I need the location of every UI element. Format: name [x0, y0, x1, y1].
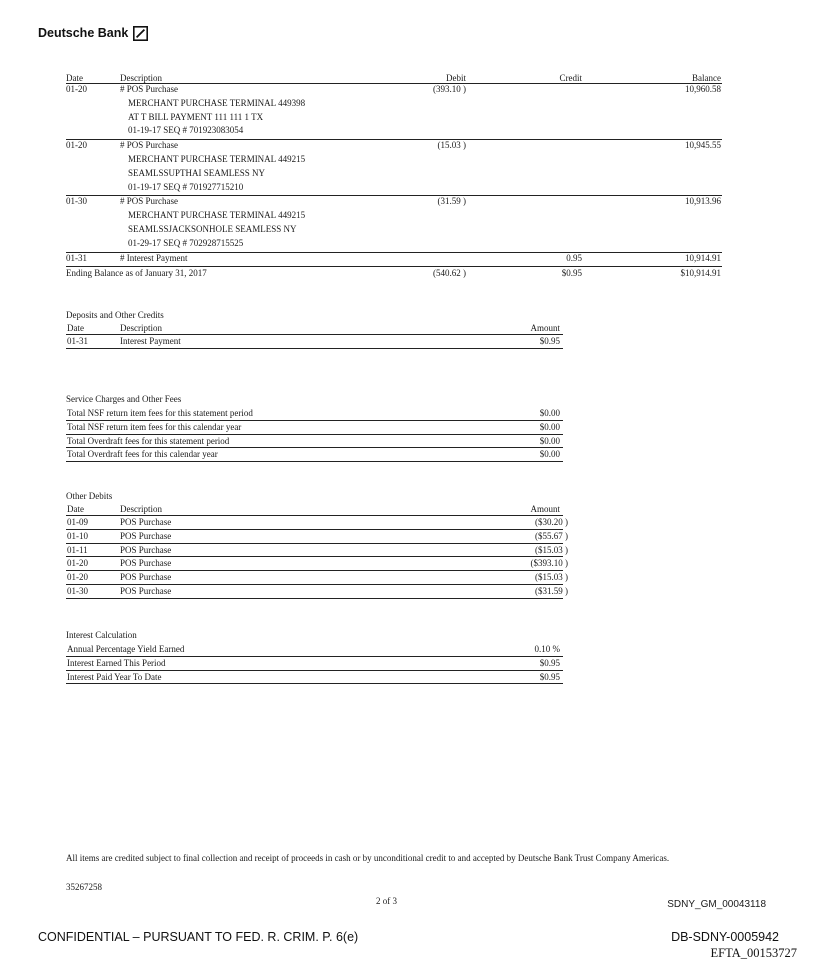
- debit-amount: ($15.03 ): [535, 572, 568, 583]
- debit-date: 01-09: [67, 517, 88, 527]
- efta-number: EFTA_00153727: [710, 946, 797, 960]
- page-number: 2 of 3: [376, 896, 397, 906]
- fee-label: Total NSF return item fees for this calendar year: [67, 421, 242, 432]
- debit-description: POS Purchase: [120, 558, 172, 569]
- debit-amount: ($55.67 ): [535, 530, 568, 541]
- tx-description: # POS Purchase: [120, 84, 178, 94]
- tx-detail: MERCHANT PURCHASE TERMINAL 449215: [128, 210, 306, 221]
- ending-balance: $10,914.91: [680, 268, 721, 279]
- fee-amount: $0.00: [539, 421, 560, 432]
- deposit-amount: $0.95: [539, 336, 560, 346]
- fee-label: Total Overdraft fees for this statement period: [67, 435, 230, 446]
- debit-amount: ($30.20 ): [535, 517, 568, 527]
- header-amount: Amount: [530, 504, 560, 514]
- confidentiality-notice: CONFIDENTIAL – PURSUANT TO FED. R. CRIM. P. 6(e): [38, 930, 359, 944]
- table-row: [66, 448, 563, 462]
- table-row: [66, 643, 563, 657]
- brand-name: Deutsche Bank: [38, 26, 129, 40]
- interest-label: Annual Percentage Yield Earned: [67, 644, 185, 654]
- interest-amount: $0.95: [539, 671, 560, 682]
- bates-number: SDNY_GM_00043118: [667, 899, 766, 910]
- table-row: [66, 571, 568, 585]
- tx-balance: 10,913.96: [685, 196, 721, 207]
- fee-amount: $0.00: [539, 449, 560, 460]
- table-row: [66, 435, 563, 449]
- ending-balance-row: [66, 267, 722, 280]
- header-amount: Amount: [530, 323, 560, 333]
- debit-date: 01-30: [67, 585, 88, 596]
- tx-description: # Interest Payment: [120, 252, 188, 263]
- debit-date: 01-10: [67, 530, 88, 541]
- bank-logo: [38, 26, 148, 41]
- tx-date: 01-20: [66, 84, 87, 94]
- transactions-table: [66, 73, 722, 280]
- table-row: [66, 657, 563, 671]
- table-row: [66, 557, 568, 571]
- tx-debit: (31.59 ): [437, 196, 466, 207]
- transactions-header: [66, 73, 722, 84]
- transaction-row: [66, 140, 722, 196]
- header-balance: Balance: [692, 73, 721, 83]
- debit-amount: ($15.03 ): [535, 544, 568, 555]
- debit-description: POS Purchase: [120, 517, 172, 527]
- table-row: [66, 530, 568, 544]
- tx-detail: SEAMLSSJACKSONHOLE SEAMLESS NY: [128, 223, 297, 234]
- interest-title: Interest Calculation: [66, 630, 137, 640]
- fee-amount: $0.00: [539, 408, 560, 418]
- header-credit: Credit: [559, 73, 582, 83]
- ending-debit: (540.62 ): [433, 268, 466, 279]
- tx-description: # POS Purchase: [120, 140, 178, 151]
- service-charges-title: Service Charges and Other Fees: [66, 394, 182, 404]
- tx-credit: 0.95: [566, 252, 582, 263]
- footer-note: All items are credited subject to final collection and receipt of proceeds in cash or by unconditional credit to and accepted by Deutsche Bank Trust Company Americas.: [66, 853, 670, 863]
- other-debits-section: [66, 491, 568, 599]
- debit-date: 01-20: [67, 558, 88, 569]
- tx-detail: AT T BILL PAYMENT 111 111 1 TX: [128, 111, 264, 122]
- tx-detail: MERCHANT PURCHASE TERMINAL 449398: [128, 97, 306, 108]
- debit-amount: ($31.59 ): [535, 585, 568, 596]
- tx-date: 01-20: [66, 140, 87, 151]
- header-date: Date: [67, 323, 84, 333]
- debit-description: POS Purchase: [120, 572, 172, 583]
- transaction-row: [66, 196, 722, 252]
- tx-date: 01-31: [66, 252, 87, 263]
- interest-label: Interest Earned This Period: [67, 657, 166, 668]
- bates-number-secondary: DB-SDNY-0005942: [671, 930, 779, 944]
- debit-date: 01-20: [67, 572, 88, 583]
- tx-balance: 10,914.91: [685, 252, 721, 263]
- deposit-date: 01-31: [67, 336, 88, 346]
- table-row: [66, 585, 568, 599]
- transaction-row: [66, 84, 722, 140]
- table-row: [66, 421, 563, 435]
- table-row: [66, 407, 563, 421]
- tx-balance: 10,945.55: [685, 140, 721, 151]
- header-date: Date: [67, 504, 84, 514]
- ending-credit: $0.95: [561, 268, 582, 279]
- table-row: [66, 335, 563, 349]
- tx-debit: (15.03 ): [437, 140, 466, 151]
- deposits-title: Deposits and Other Credits: [66, 310, 164, 320]
- tx-debit: (393.10 ): [433, 84, 466, 94]
- tx-detail: 01-19-17 SEQ # 701923083054: [128, 125, 244, 136]
- header-description: Description: [120, 323, 162, 333]
- tx-balance: 10,960.58: [685, 84, 721, 94]
- debit-description: POS Purchase: [120, 530, 172, 541]
- table-row: [66, 516, 568, 530]
- deposits-header: [66, 323, 563, 335]
- table-row: [66, 671, 563, 685]
- fee-label: Total Overdraft fees for this calendar year: [67, 449, 218, 460]
- debit-description: POS Purchase: [120, 585, 172, 596]
- tx-date: 01-30: [66, 196, 87, 207]
- interest-section: [66, 630, 563, 684]
- ending-balance-label: Ending Balance as of January 31, 2017: [66, 268, 207, 279]
- fee-amount: $0.00: [539, 435, 560, 446]
- tx-description: # POS Purchase: [120, 196, 178, 207]
- debit-description: POS Purchase: [120, 544, 172, 555]
- header-debit: Debit: [446, 73, 466, 83]
- debit-amount: ($393.10 ): [530, 558, 568, 569]
- tx-detail: SEAMLSSUPTHAI SEAMLESS NY: [128, 167, 266, 178]
- interest-amount: $0.95: [539, 657, 560, 668]
- header-description: Description: [120, 504, 162, 514]
- interest-label: Interest Paid Year To Date: [67, 671, 162, 682]
- tx-detail: 01-19-17 SEQ # 701927715210: [128, 181, 244, 192]
- table-row: [66, 544, 568, 558]
- tx-detail: MERCHANT PURCHASE TERMINAL 449215: [128, 153, 306, 164]
- deposits-section: [66, 310, 563, 349]
- deposit-description: Interest Payment: [120, 336, 181, 346]
- fee-label: Total NSF return item fees for this statement period: [67, 408, 253, 418]
- account-number: 35267258: [66, 882, 102, 892]
- header-description: Description: [120, 73, 162, 83]
- other-debits-header: [66, 504, 563, 516]
- debit-date: 01-11: [67, 544, 88, 555]
- tx-detail: 01-29-17 SEQ # 702928715525: [128, 237, 244, 248]
- interest-amount: 0.10 %: [534, 644, 560, 654]
- deutsche-bank-slash-logo-icon: [133, 26, 148, 41]
- service-charges-section: [66, 394, 563, 462]
- header-date: Date: [66, 73, 83, 83]
- transaction-row: [66, 253, 722, 268]
- other-debits-title: Other Debits: [66, 491, 113, 501]
